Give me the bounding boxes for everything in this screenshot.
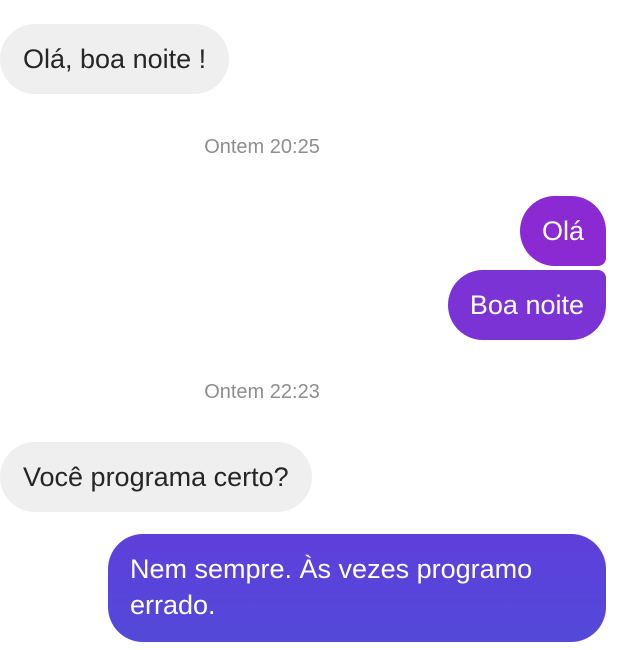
incoming-message-bubble[interactable]: Você programa certo?	[0, 442, 312, 512]
outgoing-message-bubble[interactable]: Boa noite	[448, 270, 606, 340]
message-timestamp: Ontem 22:23	[204, 381, 320, 403]
outgoing-message-bubble[interactable]: Nem sempre. Às vezes programo errado.	[108, 534, 606, 642]
message-timestamp: Ontem 20:25	[204, 136, 320, 158]
outgoing-message-bubble[interactable]: Olá	[520, 196, 606, 266]
incoming-message-bubble[interactable]: Olá, boa noite !	[0, 24, 229, 94]
